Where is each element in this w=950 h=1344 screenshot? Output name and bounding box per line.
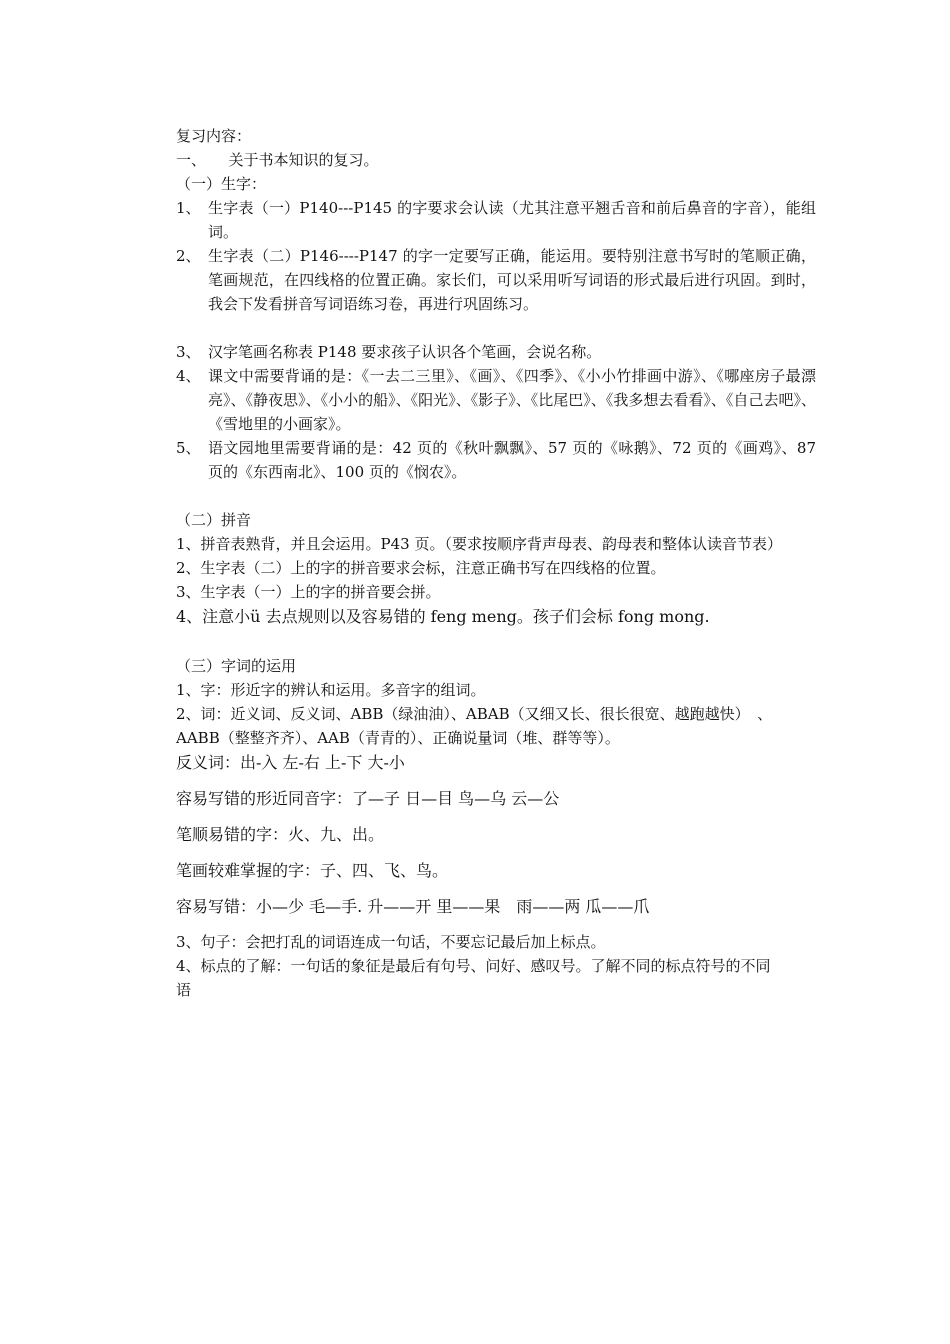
subsection-characters-title: （一）生字： (176, 175, 267, 193)
hard-strokes-line: 笔画较难掌握的字：子、四、飞、鸟。 (176, 861, 449, 880)
pinyin-line: 4、注意小ü 去点规则以及容易错的 feng meng。孩子们会标 fong mong. (176, 607, 710, 626)
words-line: 2、词：近义词、反义词、ABB（绿油油）、ABAB（又细又长、很长很宽、越跑越快） 、 (176, 705, 773, 723)
spacer (176, 920, 816, 930)
punctuation-line-end: 语 (176, 981, 192, 999)
pinyin-line: 2、生字表（二）上的字的拼音要求会标，注意正确书写在四线格的位置。 (176, 559, 666, 577)
list-text: 生字表（一）P140---P145 的字要求会认读（尤其注意平翘舌音和前后鼻音的字音），能组词。 (208, 199, 816, 241)
list-text: 语文园地里需要背诵的是：42 页的《秋叶飘飘》、57 页的《咏鹅》、72 页的《画鸡》、87 页的《东西南北》、100 页的《悯农》。 (208, 439, 816, 481)
list-item (176, 196, 816, 244)
list-number: 1、 (176, 199, 201, 217)
similar-characters-line: 容易写错的形近同音字：了—子 日—目 鸟—乌 云—公 (176, 789, 560, 808)
list-number: 5、 (176, 439, 201, 457)
list-number: 4、 (176, 367, 201, 385)
pinyin-line: 1、拼音表熟背，并且会运用。P43 页。（要求按顺序背声母表、韵母表和整体认读音节表） (176, 535, 782, 553)
list-text: 汉字笔画名称表 P148 要求孩子认识各个笔画，会说名称。 (208, 343, 602, 361)
list-item (176, 436, 816, 484)
spacer (176, 848, 816, 858)
spacer (176, 884, 816, 894)
blank-line (176, 316, 816, 340)
sentence-line: 3、句子：会把打乱的词语连成一句话，不要忘记最后加上标点。 (176, 933, 606, 951)
stroke-order-line: 笔顺易错的字：火、九、出。 (176, 825, 385, 844)
words-line: AABB（整整齐齐）、AAB（青青的）、正确说量词（堆、群等等）。 (176, 729, 620, 747)
blank-line (176, 630, 816, 654)
words-line: 1、字：形近字的辨认和运用。多音字的组词。 (176, 681, 486, 699)
list-number: 2、 (176, 247, 201, 265)
review-heading: 复习内容： (176, 127, 252, 145)
list-text: 课文中需要背诵的是：《一去二三里》、《画》、《四季》、《小小竹排画中游》、《哪座房子最漂亮》、《静夜思》、《小小的船》、《阳光》、《影子》、《比尾巴》、《我多想去看看》、《自己去吧》、《雪地里的小画家》。 (208, 367, 816, 433)
punctuation-line: 4、标点的了解：一句话的象征是最后有句号、问好、感叹号。了解不同的标点符号的不同 (176, 957, 771, 975)
antonyms-line: 反义词：出-入 左-右 上-下 大-小 (176, 753, 405, 772)
spacer (176, 812, 816, 822)
list-item (176, 340, 816, 364)
list-item (176, 244, 816, 316)
pinyin-line: 3、生字表（一）上的字的拼音要会拼。 (176, 583, 441, 601)
list-item (176, 364, 816, 436)
subsection-pinyin-title: （二）拼音 (176, 511, 252, 529)
easy-wrong-line: 容易写错：小—少 毛—手. 升——开 里——果 雨——两 瓜——爪 (176, 897, 650, 916)
list-number: 3、 (176, 343, 201, 361)
section-one-heading: 一、 关于书本知识的复习。 (176, 151, 379, 169)
blank-line (176, 484, 816, 508)
list-text: 生字表（二）P146----P147 的字一定要写正确，能运用。要特别注意书写时的笔顺正确，笔画规范，在四线格的位置正确。家长们，可以采用听写词语的形式最后进行巩固。到时，我会下发看拼音写词语练习卷，再进行巩固练习。 (208, 247, 816, 313)
document-content (176, 124, 816, 1002)
subsection-words-title: （三）字词的运用 (176, 657, 297, 675)
spacer (176, 776, 816, 786)
